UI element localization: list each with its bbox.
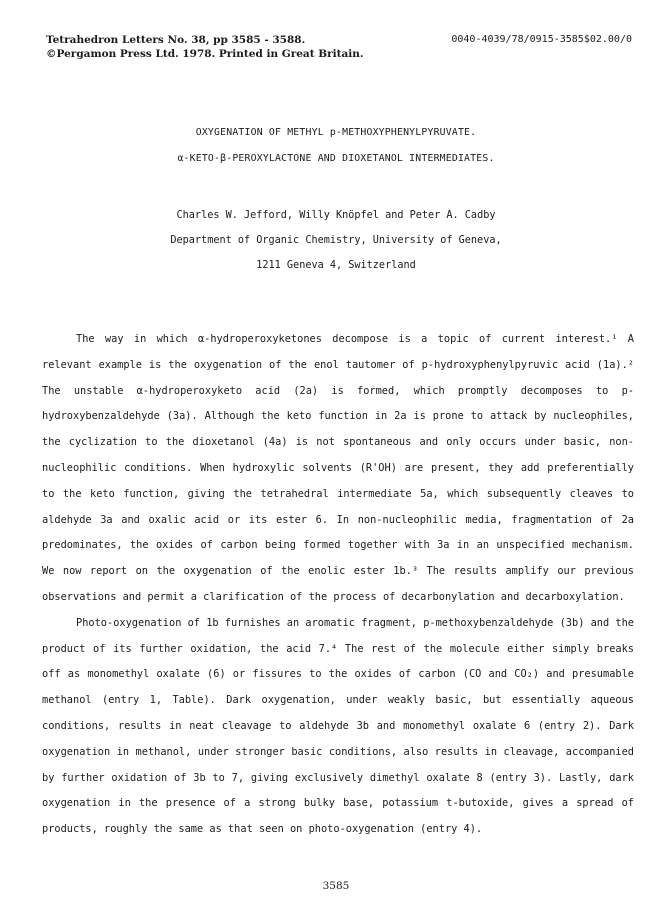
paper-title-line1: OXYGENATION OF METHYL p-METHOXYPHENYLPYRUVATE. bbox=[195, 127, 477, 138]
journal-citation: Tetrahedron Letters No. 38, pp 3585 - 3588. bbox=[46, 34, 306, 46]
article-code: 0040-4039/78/0915-3585$02.00/0 bbox=[451, 34, 632, 45]
paper-title-line2: α-KETO-β-PEROXYLACTONE AND DIOXETANOL INTERMEDIATES. bbox=[177, 153, 495, 164]
article-body bbox=[42, 327, 634, 843]
affiliation-line2: 1211 Geneva 4, Switzerland bbox=[256, 260, 416, 271]
paragraph-2: Photo-oxygenation of 1b furnishes an aromatic fragment, p-methoxybenzaldehyde (3b) and the product of its further oxidation, the acid 7.⁴ The rest of the molecule either simply breaks off as monomethyl oxalate (6) or fissures to the oxides of carbon (CO and CO₂) and presumable methanol (entry 1, Table). Dark oxygenation, under weakly basic, but essentially aqueous conditions, results in neat cleavage to aldehyde 3b and monomethyl oxalate 6 (entry 2). Dark oxygenation in methanol, under stronger basic conditions, also results in cleavage, accompanied by further oxidation of 3b to 7, giving exclusively dimethyl oxalate 8 (entry 3). Lastly, dark oxygenation in the presence of a strong bulky base, potassium t-butoxide, gives a spread of products, roughly the same as that seen on photo-oxygenation (entry 4). bbox=[42, 616, 634, 836]
authors: Charles W. Jefford, Willy Knöpfel and Peter A. Cadby bbox=[176, 210, 496, 221]
journal-header bbox=[46, 33, 636, 61]
affiliation-line1: Department of Organic Chemistry, University of Geneva, bbox=[170, 235, 502, 246]
paragraph-1: The way in which α-hydroperoxyketones decompose is a topic of current interest.¹ A relevant example is the oxygenation of the enol tautomer of p-hydroxyphenylpyruvic acid (1a).² The unstable α-hydroperoxyketo acid (2a) is formed, which promptly decomposes to p-hydroxybenzaldehyde (3a). Although the keto function in 2a is prone to attack by nucleophiles, the cyclization to the dioxetanol (4a) is not spontaneous and only occurs under basic, non-nucleophilic conditions. When hydroxylic solvents (R'OH) are present, they add preferentially to the keto function, giving the tetrahedral intermediate 5a, which subsequently cleaves to aldehyde 3a and oxalic acid or its ester 6. In non-nucleophilic media, fragmentation of 2a predominates, the oxides of carbon being formed together with 3a in an unspecified mechanism. We now report on the oxygenation of the enolic ester 1b.³ The results amplify our previous observations and permit a clarification of the process of decarbonylation and decarboxylation. bbox=[42, 333, 634, 603]
publisher-line: ©Pergamon Press Ltd. 1978. Printed in Great Britain. bbox=[46, 48, 364, 60]
page-number: 3585 bbox=[322, 880, 350, 892]
